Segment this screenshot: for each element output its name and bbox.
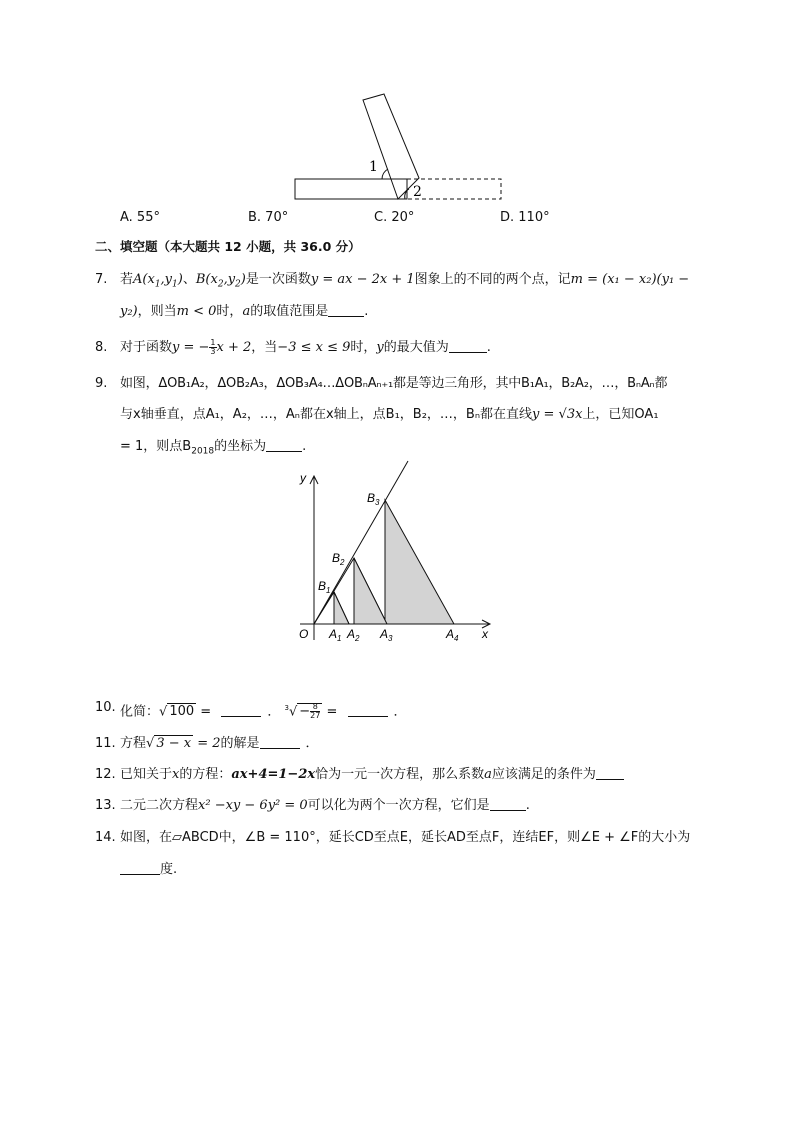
q10-blank-1[interactable] (221, 702, 261, 717)
q13-answer-blank[interactable] (490, 796, 526, 811)
strip-figure (290, 92, 510, 204)
q13-number: 13. (95, 798, 116, 813)
q8-answer-blank[interactable] (449, 338, 487, 353)
triangle-b1-shaded (334, 592, 349, 624)
q14-answer-blank[interactable] (120, 860, 160, 875)
option-b: B. 70° (248, 210, 289, 225)
angle-1-label: 1 (369, 159, 378, 175)
q9-line1: 如图，ΔOB₁A₂，ΔOB₂A₃，ΔOB₃A₄…ΔOBₙAₙ₊₁都是等边三角形，其中B₁A₁，B₂A₂，…，BₙAₙ都 (120, 376, 668, 391)
label-A4: $A_4$ (446, 627, 459, 643)
option-a: A. 55° (120, 210, 160, 225)
q10-number: 10. (95, 700, 116, 715)
q13-line: 二元二次方程x² −xy − 6y² = 0可以化为两个一次方程，它们是 . (120, 798, 530, 813)
q9-number: 9. (95, 376, 108, 391)
q14-line2: 度. (120, 860, 177, 880)
q8-fraction: $\frac{1}{3}$ (210, 338, 216, 356)
angle-1-arc (382, 169, 388, 179)
q14-number: 14. (95, 830, 116, 845)
q11-line: 方程√ 3 − x = 2的解是 ． (120, 736, 319, 751)
q12-line: 已知关于x的方程：ax+4=1−2x恰为一元一次方程，那么系数a应该满足的条件为 (120, 765, 624, 785)
horizontal-strip (295, 179, 407, 199)
q9-line2: 与x轴垂直，点A₁，A₂，…，Aₙ都在x轴上，点B₁，B₂，…，Bₙ都在直线y = √3x上，已知OA₁ (120, 407, 659, 422)
section-title: 二、填空题（本大题共 12 小题，共 36.0 分） (95, 239, 361, 254)
label-B3: $B_3$ (367, 491, 380, 507)
q12-number: 12. (95, 767, 116, 782)
q14-line1: 如图，在▱ABCD中，∠B = 110°，延长CD至点E，延长AD至点F，连结EF，则∠E + ∠F的大小为 (120, 830, 691, 845)
q8-number: 8. (95, 340, 108, 355)
label-x: x (482, 627, 488, 641)
label-A3: $A_3$ (380, 627, 393, 643)
q12-answer-blank[interactable] (596, 765, 624, 780)
label-O: O (299, 627, 309, 641)
label-B2: $B_2$ (332, 551, 345, 567)
q7-line2: y₂)，则当m < 0时，a的取值范围是 . (120, 304, 369, 319)
option-c: C. 20° (374, 210, 415, 225)
q11-answer-blank[interactable] (260, 734, 300, 749)
q7-answer-blank[interactable] (328, 302, 364, 317)
q9-line3: = 1，则点$B_{2018}$的坐标为 . (120, 439, 307, 457)
q10-line: 化简：√ 100 = ． $^3$√ − $\frac{8}{27}$ = ． (120, 702, 407, 721)
q9-answer-blank[interactable] (266, 437, 302, 452)
tilted-strip (363, 94, 419, 199)
label-A2: $A_2$ (347, 627, 360, 643)
q7-line1: 若$A(x_1,y_1)$、$B(x_2,y_2)$是一次函数y = ax − 2x + 1图象上的不同的两个点，记m = (x₁ − x₂)(y₁ − (120, 272, 690, 290)
label-y: y (300, 471, 306, 485)
q7-number: 7. (95, 272, 108, 287)
q11-number: 11. (95, 736, 116, 751)
label-B1: $B_1$ (318, 579, 331, 595)
q8-line: 对于函数y = − $\frac{1}{3}$ x + 2，当−3 ≤ x ≤ 9时，y的最大值为 . (120, 338, 491, 356)
label-A1: $A_1$ (329, 627, 342, 643)
q10-blank-2[interactable] (348, 702, 388, 717)
triangle-b2-shaded (354, 558, 387, 624)
triangle-figure (296, 458, 500, 648)
option-d: D. 110° (500, 210, 550, 225)
triangle-ob3a4-shaded (385, 500, 454, 624)
angle-2-label: 2 (413, 184, 422, 200)
